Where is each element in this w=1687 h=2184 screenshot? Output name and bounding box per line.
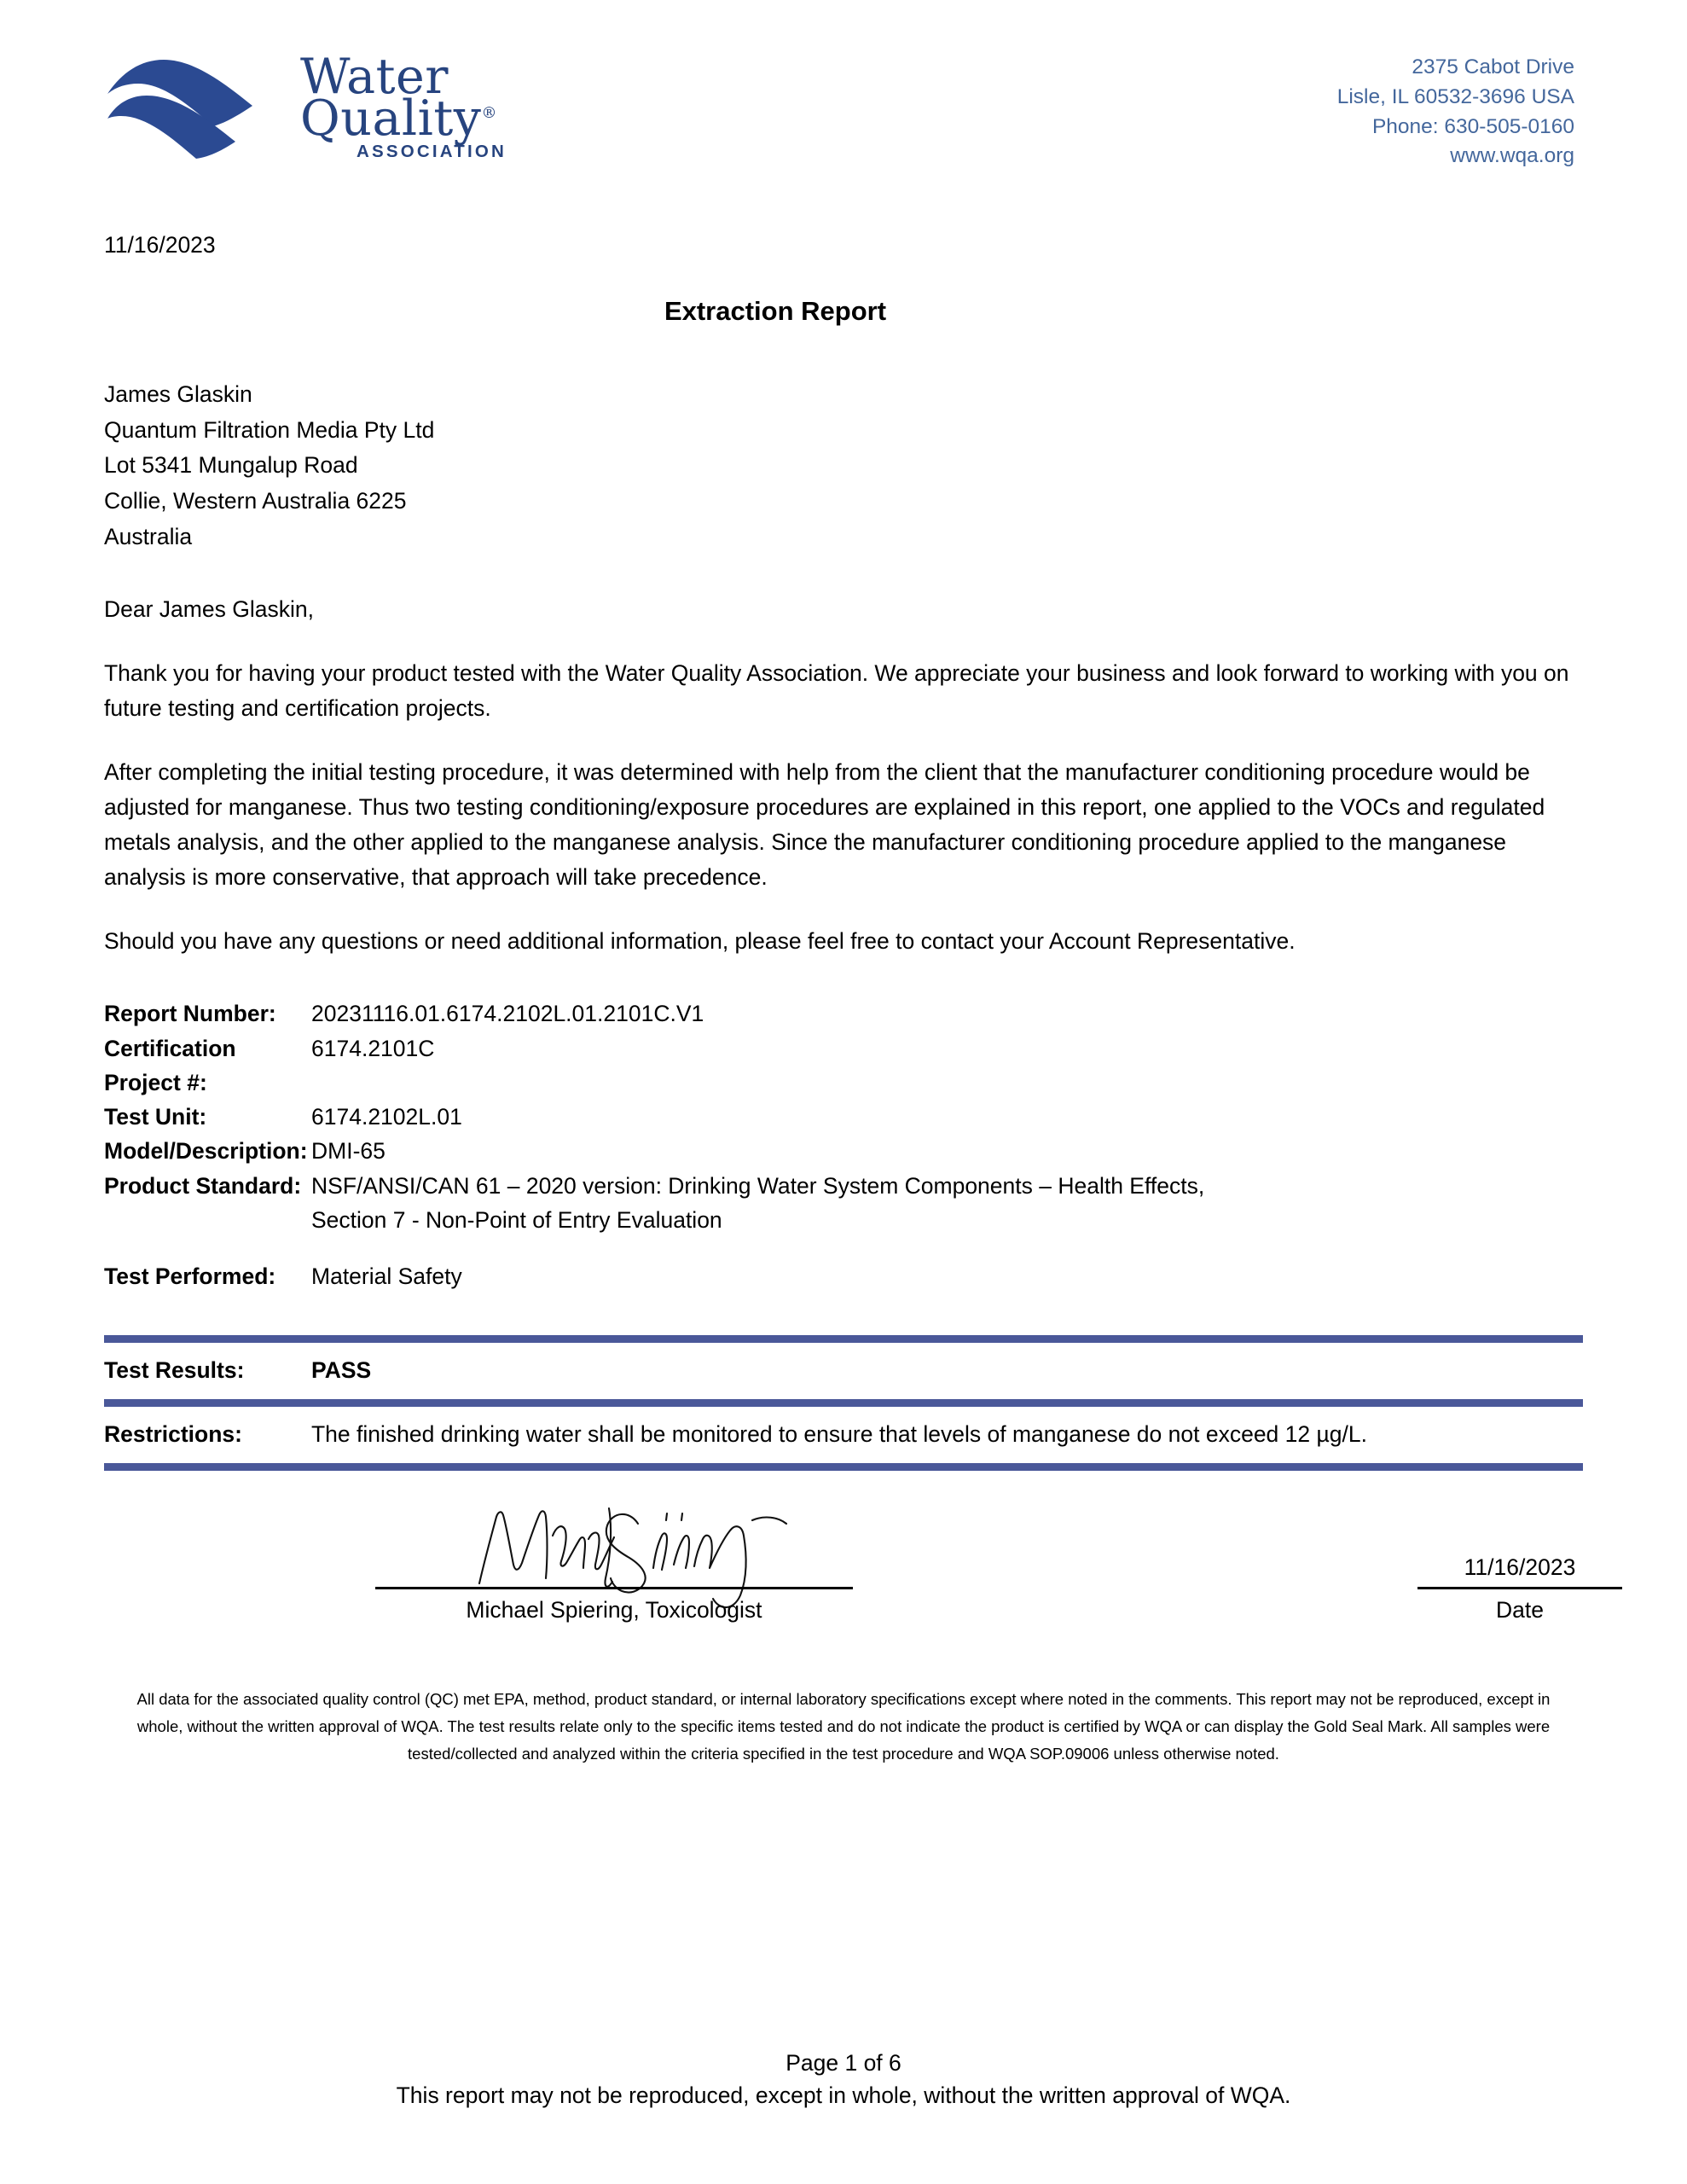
detail-value-report-number: 20231116.01.6174.2102L.01.2101C.V1: [311, 1001, 704, 1027]
recipient-address-block: [104, 377, 1583, 555]
result-row-restrictions: [104, 1407, 1583, 1463]
page-footer: [0, 2048, 1687, 2111]
results-rule-middle: [104, 1399, 1583, 1407]
product-standard-line-2: Section 7 - Non-Point of Entry Evaluation: [311, 1207, 722, 1233]
letter-paragraph-1: Thank you for having your product tested with the Water Quality Association. We appreciate your business and look forward to working with you on future testing and certification projects.: [104, 659, 1569, 722]
detail-row-model-description: [104, 1134, 1583, 1168]
company-contact-block: [1337, 53, 1574, 171]
detail-row-test-unit: [104, 1100, 1583, 1134]
recipient-street: Lot 5341 Mungalup Road: [104, 452, 358, 479]
detail-label-test-unit: Test Unit:: [104, 1104, 207, 1130]
status-badge: PASS: [311, 1356, 372, 1383]
detail-label-test-performed: Test Performed:: [104, 1263, 276, 1290]
document-header: [0, 0, 1687, 196]
detail-label-certification-project: Certification Project #:: [104, 1035, 236, 1095]
document-body: [0, 229, 1687, 1768]
product-standard-line-1: NSF/ANSI/CAN 61 – 2020 version: Drinking Water System Components – Health Effects,: [311, 1172, 1205, 1199]
detail-row-test-performed: [104, 1259, 1583, 1293]
letter-paragraph-2: After completing the initial testing procedure, it was determined with help from the client that the manufacturer conditioning procedure would be adjusted for manganese. Thus two testing conditioning/exposure procedures are explained in this report, one applied to the VOCs and regulated metals analysis, and the other applied to the manganese analysis. Since the manufacturer conditioning procedure applied to the manganese analysis is more conservative, that approach will take precedence.: [104, 759, 1545, 891]
logo-subtitle-association: ASSOCIATION: [357, 141, 507, 161]
wqa-logo-wordmark: [300, 48, 507, 161]
page-number: Page 1 of 6: [786, 2050, 901, 2076]
signature-date-line: [1417, 1587, 1622, 1589]
signatory-name-title: Michael Spiering, Toxicologist: [466, 1597, 762, 1623]
handwritten-signature-icon: [471, 1483, 803, 1611]
result-value-restrictions: The finished drinking water shall be monitored to ensure that levels of manganese do not exceed 12 µg/L.: [311, 1420, 1367, 1447]
test-results-section: [104, 1335, 1583, 1472]
detail-row-report-number: [104, 996, 1583, 1031]
recipient-country: Australia: [104, 523, 193, 549]
result-row-test-results: [104, 1343, 1583, 1399]
detail-value-certification-project: 6174.2101C: [311, 1035, 435, 1061]
contact-street: 2375 Cabot Drive: [1412, 55, 1574, 78]
detail-label-product-standard: Product Standard:: [104, 1172, 302, 1199]
registered-trademark-icon: ®: [481, 103, 497, 122]
page-title: Extraction Report: [664, 295, 887, 326]
signature-line: [375, 1587, 853, 1589]
wqa-logo: [101, 48, 507, 162]
detail-row-product-standard: [104, 1169, 1583, 1238]
result-label-test-results: Test Results:: [104, 1356, 245, 1383]
logo-word-quality: Quality®: [300, 90, 497, 147]
detail-value-test-performed: Material Safety: [311, 1263, 462, 1290]
disclaimer-text: All data for the associated quality control (QC) met EPA, method, product standard, or internal laboratory specifications except where noted in the comments. This report may not be reproduced, except in whole, without the written approval of WQA. The test results relate only to the specific items tested and do not indicate the product is certified by WQA or can display the Gold Seal Mark. All samples were tested/collected and analyzed within the criteria specified in the test procedure and WQA SOP.09006 unless otherwise noted.: [136, 1690, 1551, 1763]
recipient-name: James Glaskin: [104, 381, 252, 408]
detail-value-model-description: DMI-65: [311, 1138, 386, 1165]
contact-city-state-zip: Lisle, IL 60532-3696 USA: [1336, 84, 1574, 108]
logo-word-water: Water: [300, 48, 449, 105]
letter-salutation: Dear James Glaskin,: [104, 596, 314, 623]
recipient-company: Quantum Filtration Media Pty Ltd: [104, 416, 435, 443]
detail-row-certification-project: [104, 1031, 1583, 1101]
contact-website[interactable]: www.wqa.org: [1450, 144, 1574, 168]
result-label-restrictions: Restrictions:: [104, 1420, 242, 1447]
contact-phone: Phone: 630-505-0160: [1371, 114, 1574, 138]
water-waves-icon: [101, 53, 295, 162]
report-details-list: [104, 996, 1583, 1293]
results-rule-bottom: [104, 1463, 1583, 1471]
signature-date-label: Date: [1496, 1597, 1544, 1623]
detail-value-test-unit: 6174.2102L.01: [311, 1104, 462, 1130]
document-date: 11/16/2023: [104, 232, 216, 258]
detail-value-product-standard: [311, 1169, 1583, 1238]
detail-label-model-description: Model/Description:: [104, 1138, 308, 1165]
detail-label-report-number: Report Number:: [104, 1001, 276, 1027]
signature-date-value: 11/16/2023: [1464, 1554, 1576, 1581]
letter-paragraph-3: Should you have any questions or need additional information, please feel free to contact your Account Representative.: [104, 928, 1296, 955]
results-rule-top: [104, 1335, 1583, 1343]
signature-section: [104, 1502, 1583, 1629]
recipient-city-region: Collie, Western Australia 6225: [104, 488, 407, 514]
footer-notice: This report may not be reproduced, except in whole, without the written approval of WQA.: [396, 2082, 1291, 2108]
